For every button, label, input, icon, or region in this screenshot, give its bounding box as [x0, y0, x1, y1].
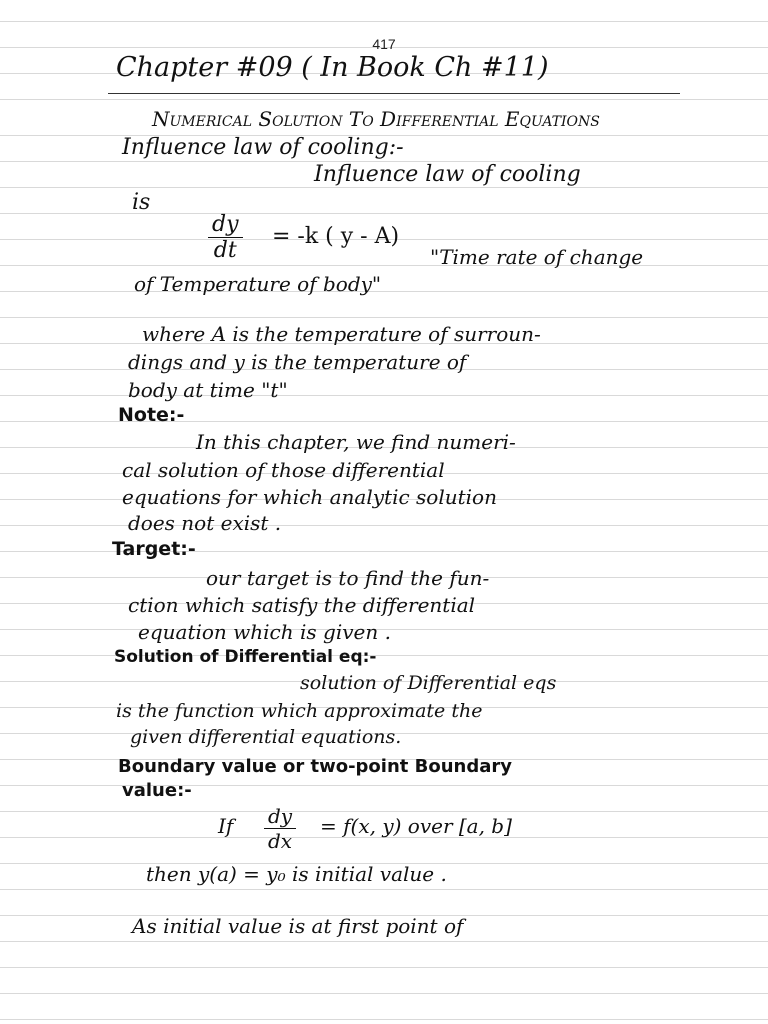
heading-rule [108, 93, 680, 94]
if-fraction [264, 804, 296, 853]
note-line-3: equations for which analytic solution [122, 485, 497, 509]
boundary-heading-1: Boundary value or two-point Boundary [118, 756, 513, 777]
formula-note-1: "Time rate of change [430, 245, 644, 269]
chapter-title: Numerical Solution To Differential Equations [152, 107, 600, 131]
last-line: As initial value is at first point of [132, 914, 464, 938]
if-denominator: dx [268, 829, 293, 853]
target-line-1: our target is to find the fun- [206, 566, 490, 590]
influence-intro-1: Influence law of cooling [314, 162, 581, 187]
formula-rhs: = -k ( y - A) [272, 224, 400, 249]
target-line-3: equation which is given . [138, 620, 391, 644]
where-line-2: dings and y is the temperature of [128, 350, 467, 374]
solution-line-3: given differential equations. [130, 726, 402, 748]
target-line-2: ction which satisfy the differential [128, 593, 476, 617]
formula-note-2: of Temperature of body" [134, 272, 382, 296]
formula-numerator: dy [208, 212, 243, 238]
if-rhs: = f(x, y) over [a, b] [320, 814, 512, 838]
influence-heading: Influence law of cooling:- [122, 135, 404, 160]
if-word: If [218, 814, 234, 838]
solution-line-1: solution of Differential eqs [300, 672, 557, 694]
note-heading: Note:- [118, 404, 185, 426]
where-line-1: where A is the temperature of surroun- [142, 322, 541, 346]
page-number: 417 [372, 36, 396, 52]
target-heading: Target:- [112, 538, 196, 560]
influence-intro-2: is [132, 190, 151, 215]
boundary-heading-2: value:- [122, 780, 192, 801]
formula-denominator: dt [213, 238, 237, 263]
where-line-3: body at time "t" [128, 378, 288, 402]
formula-fraction [208, 212, 243, 263]
if-numerator: dy [264, 804, 296, 829]
chapter-heading: Chapter #09 ( In Book Ch #11) [116, 52, 549, 83]
solution-line-2: is the function which approximate the [116, 700, 483, 722]
note-line-1: In this chapter, we find numeri- [196, 430, 516, 454]
note-line-2: cal solution of those differential [122, 458, 445, 482]
solution-heading: Solution of Differential eq:- [114, 647, 377, 667]
then-line: then y(a) = y₀ is initial value . [146, 862, 447, 886]
note-line-4: does not exist . [128, 511, 282, 535]
